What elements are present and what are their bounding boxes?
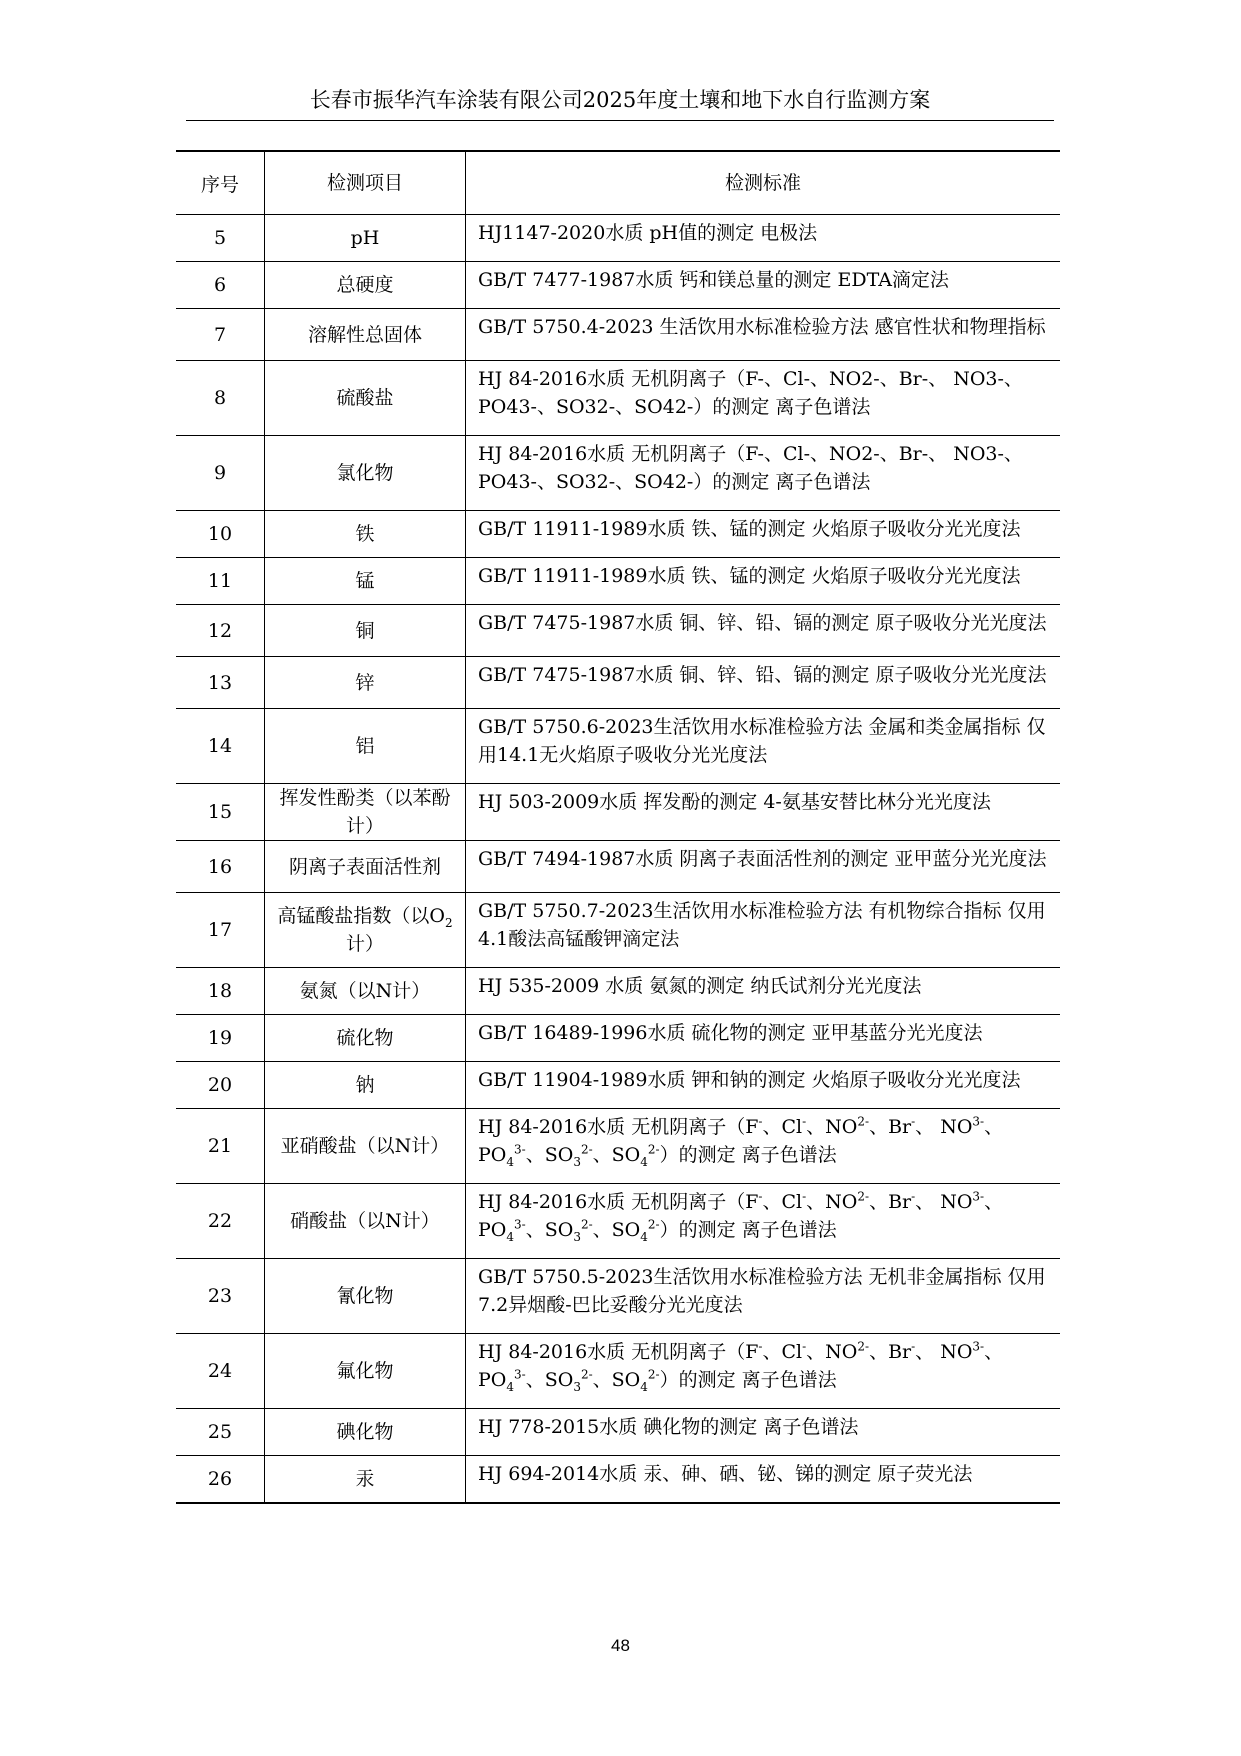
row-standard: GB/T 5750.6-2023生活饮用水标准检验方法 金属和类金属指标 仅用14.1无火焰原子吸收分光光度法 <box>466 709 1061 784</box>
column-header-no: 序号 <box>176 151 265 215</box>
table-header <box>176 151 1060 215</box>
row-standard: GB/T 7477-1987水质 钙和镁总量的测定 EDTA滴定法 <box>466 262 1061 309</box>
row-item: 锰 <box>265 558 466 605</box>
row-standard: HJ 535-2009 水质 氨氮的测定 纳氏试剂分光光度法 <box>466 968 1061 1015</box>
column-header-standard: 检测标准 <box>466 151 1061 215</box>
row-standard: HJ 84-2016水质 无机阴离子（F-、Cl-、NO2-、Br-、 NO3-、PO43-、SO32-、SO42-）的测定 离子色谱法 <box>466 361 1061 436</box>
row-standard: GB/T 5750.5-2023生活饮用水标准检验方法 无机非金属指标 仅用7.2异烟酸-巴比妥酸分光光度法 <box>466 1259 1061 1334</box>
row-item: 汞 <box>265 1456 466 1504</box>
table-row <box>176 262 1060 309</box>
standards-table <box>176 150 1060 1504</box>
table-row <box>176 511 1060 558</box>
row-item: 高锰酸盐指数（以$O_2$计） <box>265 893 466 968</box>
row-number: 17 <box>176 893 265 968</box>
row-item: 挥发性酚类（以苯酚计） <box>265 784 466 841</box>
row-number: 18 <box>176 968 265 1015</box>
row-item: 阴离子表面活性剂 <box>265 841 466 893</box>
table-row <box>176 1184 1060 1259</box>
table-row <box>176 1456 1060 1504</box>
row-item: 钠 <box>265 1062 466 1109</box>
row-number: 22 <box>176 1184 265 1259</box>
row-standard: GB/T 7494-1987水质 阴离子表面活性剂的测定 亚甲蓝分光光度法 <box>466 841 1061 893</box>
row-item: 硫酸盐 <box>265 361 466 436</box>
row-number: 11 <box>176 558 265 605</box>
table-row <box>176 1062 1060 1109</box>
row-number: 6 <box>176 262 265 309</box>
row-number: 14 <box>176 709 265 784</box>
row-item: 溶解性总固体 <box>265 309 466 361</box>
table-row <box>176 309 1060 361</box>
table-row <box>176 657 1060 709</box>
row-item: 氰化物 <box>265 1259 466 1334</box>
row-standard: GB/T 5750.4-2023 生活饮用水标准检验方法 感官性状和物理指标 <box>466 309 1061 361</box>
row-number: 19 <box>176 1015 265 1062</box>
row-standard: GB/T 16489-1996水质 硫化物的测定 亚甲基蓝分光光度法 <box>466 1015 1061 1062</box>
table-row <box>176 1109 1060 1184</box>
table-row <box>176 1334 1060 1409</box>
row-item: 铁 <box>265 511 466 558</box>
table-row <box>176 1409 1060 1456</box>
row-number: 8 <box>176 361 265 436</box>
table-row <box>176 361 1060 436</box>
row-standard: GB/T 11904-1989水质 钾和钠的测定 火焰原子吸收分光光度法 <box>466 1062 1061 1109</box>
table-row <box>176 784 1060 841</box>
table-row <box>176 841 1060 893</box>
row-item: 硝酸盐（以N计） <box>265 1184 466 1259</box>
row-item: 锌 <box>265 657 466 709</box>
row-item: 总硬度 <box>265 262 466 309</box>
row-item: 亚硝酸盐（以N计） <box>265 1109 466 1184</box>
row-item: 铜 <box>265 605 466 657</box>
table-header-row <box>176 151 1060 215</box>
table-row <box>176 605 1060 657</box>
row-number: 10 <box>176 511 265 558</box>
row-number: 21 <box>176 1109 265 1184</box>
row-number: 5 <box>176 215 265 262</box>
page-number: 48 <box>611 1636 630 1655</box>
row-standard: HJ1147-2020水质 pH值的测定 电极法 <box>466 215 1061 262</box>
table-row <box>176 558 1060 605</box>
row-standard: GB/T 11911-1989水质 铁、锰的测定 火焰原子吸收分光光度法 <box>466 558 1061 605</box>
row-item: 氨氮（以N计） <box>265 968 466 1015</box>
row-number: 16 <box>176 841 265 893</box>
row-standard: HJ 84-2016水质 无机阴离子（F-、Cl-、$NO^{2-}$、Br-、 $NO^{3-}$、$PO_4^{3-}$、$SO_3^{2-}$、$SO_4^{2-}$）的测定 离子色谱法 <box>466 1184 1061 1259</box>
row-number: 13 <box>176 657 265 709</box>
row-item: 硫化物 <box>265 1015 466 1062</box>
table-row <box>176 436 1060 511</box>
row-item: 铝 <box>265 709 466 784</box>
header-rule <box>186 120 1054 121</box>
table-row <box>176 709 1060 784</box>
row-standard: HJ 778-2015水质 碘化物的测定 离子色谱法 <box>466 1409 1061 1456</box>
row-number: 23 <box>176 1259 265 1334</box>
row-item: 碘化物 <box>265 1409 466 1456</box>
table-row <box>176 968 1060 1015</box>
column-header-item: 检测项目 <box>265 151 466 215</box>
table-row <box>176 1259 1060 1334</box>
row-standard: HJ 84-2016水质 无机阴离子（F-、Cl-、$NO^{2-}$、Br-、 $NO^{3-}$、$PO_4^{3-}$、$SO_3^{2-}$、$SO_4^{2-}$）的测定 离子色谱法 <box>466 1334 1061 1409</box>
row-number: 24 <box>176 1334 265 1409</box>
row-number: 25 <box>176 1409 265 1456</box>
row-number: 26 <box>176 1456 265 1504</box>
row-item: pH <box>265 215 466 262</box>
page-header-title: 长春市振华汽车涂装有限公司2025年度土壤和地下水自行监测方案 <box>309 88 931 112</box>
row-standard: GB/T 11911-1989水质 铁、锰的测定 火焰原子吸收分光光度法 <box>466 511 1061 558</box>
row-number: 12 <box>176 605 265 657</box>
row-standard: HJ 84-2016水质 无机阴离子（F-、Cl-、NO2-、Br-、 NO3-、PO43-、SO32-、SO42-）的测定 离子色谱法 <box>466 436 1061 511</box>
row-standard: HJ 84-2016水质 无机阴离子（F-、Cl-、$NO^{2-}$、Br-、 $NO^{3-}$、$PO_4^{3-}$、$SO_3^{2-}$、$SO_4^{2-}$）的测定 离子色谱法 <box>466 1109 1061 1184</box>
row-number: 20 <box>176 1062 265 1109</box>
row-item: 氟化物 <box>265 1334 466 1409</box>
table-body <box>176 215 1060 1504</box>
row-standard: HJ 694-2014水质 汞、砷、硒、铋、锑的测定 原子荧光法 <box>466 1456 1061 1504</box>
row-standard: GB/T 7475-1987水质 铜、锌、铅、镉的测定 原子吸收分光光度法 <box>466 657 1061 709</box>
row-number: 9 <box>176 436 265 511</box>
row-standard: HJ 503-2009水质 挥发酚的测定 4-氨基安替比林分光光度法 <box>466 784 1061 841</box>
row-number: 7 <box>176 309 265 361</box>
row-standard: GB/T 7475-1987水质 铜、锌、铅、镉的测定 原子吸收分光光度法 <box>466 605 1061 657</box>
table-row <box>176 893 1060 968</box>
table-row <box>176 215 1060 262</box>
table-row <box>176 1015 1060 1062</box>
row-number: 15 <box>176 784 265 841</box>
row-standard: GB/T 5750.7-2023生活饮用水标准检验方法 有机物综合指标 仅用4.1酸法高锰酸钾滴定法 <box>466 893 1061 968</box>
row-item: 氯化物 <box>265 436 466 511</box>
